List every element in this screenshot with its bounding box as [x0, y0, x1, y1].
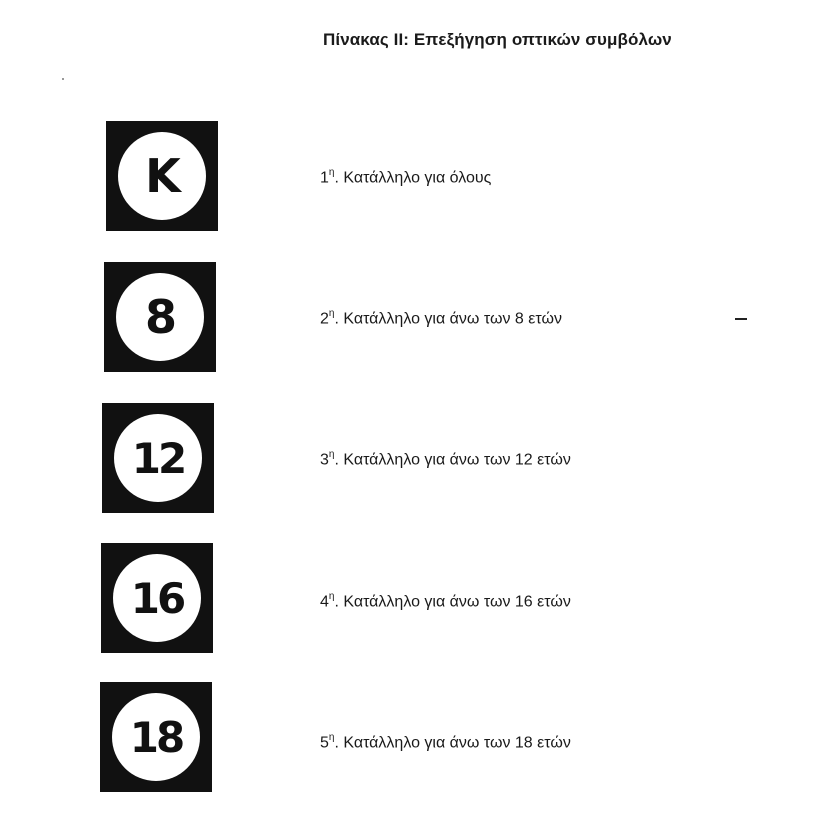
rating-symbol-12 — [102, 403, 214, 513]
rating-symbol-18 — [100, 682, 212, 792]
ordinal-number: 3 — [320, 451, 329, 469]
description-text: . Κατάλληλο για άνω των 18 ετών — [334, 734, 571, 752]
rating-circle: 8 — [116, 273, 204, 361]
rating-circle: K — [118, 132, 206, 220]
ordinal-number: 5 — [320, 734, 329, 752]
rating-symbol-16 — [101, 543, 213, 653]
ordinal-number: 2 — [320, 310, 329, 328]
rating-circle: 12 — [114, 414, 202, 502]
description-text: . Κατάλληλο για άνω των 16 ετών — [334, 593, 571, 611]
rating-circle: 18 — [112, 693, 200, 781]
rating-description-5 — [320, 733, 571, 752]
rating-symbol-8 — [104, 262, 216, 372]
ordinal-number: 4 — [320, 593, 329, 611]
rating-symbol-k — [106, 121, 218, 231]
ordinal-suffix: η — [328, 732, 335, 743]
ordinal-suffix: η — [328, 167, 335, 178]
rating-description-2 — [320, 309, 562, 328]
description-text: . Κατάλληλο για όλους — [334, 169, 492, 187]
stray-dash-mark — [735, 318, 747, 320]
rating-circle: 16 — [113, 554, 201, 642]
rating-description-1 — [320, 168, 491, 187]
ordinal-suffix: η — [328, 308, 335, 319]
rating-description-4 — [320, 592, 571, 611]
description-text: . Κατάλληλο για άνω των 8 ετών — [334, 310, 562, 328]
scan-speck — [62, 78, 64, 80]
page-title: Πίνακας ΙΙ: Επεξήγηση οπτικών συμβόλων — [323, 30, 672, 49]
description-text: . Κατάλληλο για άνω των 12 ετών — [334, 451, 571, 469]
rating-description-3 — [320, 450, 571, 469]
ordinal-suffix: η — [328, 449, 335, 460]
ordinal-suffix: η — [328, 591, 335, 602]
ordinal-number: 1 — [320, 169, 329, 187]
